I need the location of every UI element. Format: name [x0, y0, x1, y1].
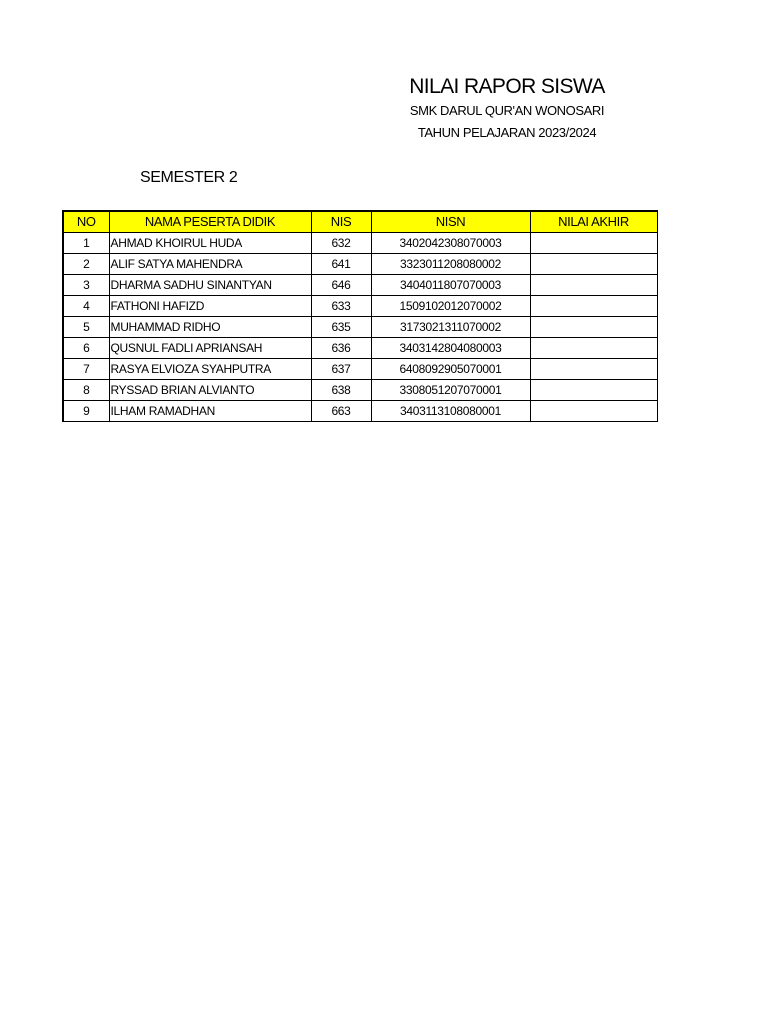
semester-label: SEMESTER 2: [140, 169, 238, 186]
table-row: [63, 380, 657, 401]
student-name: ALIF SATYA MAHENDRA: [109, 254, 311, 275]
student-name: RASYA ELVIOZA SYAHPUTRA: [109, 359, 311, 380]
table-row: [63, 275, 657, 296]
student-nis: 638: [311, 380, 371, 401]
student-nisn: 3173021311070002: [371, 317, 530, 338]
final-grade-cell: [530, 338, 657, 359]
row-number: 5: [63, 317, 109, 338]
row-number: 2: [63, 254, 109, 275]
final-grade-cell: [530, 380, 657, 401]
row-number: 3: [63, 275, 109, 296]
student-nisn: 3308051207070001: [371, 380, 530, 401]
student-nis: 636: [311, 338, 371, 359]
column-header-nis: NIS: [311, 211, 371, 233]
final-grade-cell: [530, 359, 657, 380]
student-name: FATHONI HAFIZD: [109, 296, 311, 317]
final-grade-cell: [530, 254, 657, 275]
student-name: AHMAD KHOIRUL HUDA: [109, 233, 311, 254]
student-nisn: 3323011208080002: [371, 254, 530, 275]
table-row: [63, 359, 657, 380]
student-nis: 632: [311, 233, 371, 254]
row-number: 6: [63, 338, 109, 359]
student-nisn: 3403142804080003: [371, 338, 530, 359]
student-nis: 637: [311, 359, 371, 380]
final-grade-cell: [530, 233, 657, 254]
school-name: SMK DARUL QUR'AN WONOSARI: [409, 103, 605, 118]
student-nis: 635: [311, 317, 371, 338]
student-nisn: 3403113108080001: [371, 401, 530, 422]
final-grade-cell: [530, 401, 657, 422]
final-grade-cell: [530, 296, 657, 317]
row-number: 7: [63, 359, 109, 380]
student-nis: 646: [311, 275, 371, 296]
student-name: QUSNUL FADLI APRIANSAH: [109, 338, 311, 359]
column-header-name: NAMA PESERTA DIDIK: [109, 211, 311, 233]
student-nisn: 1509102012070002: [371, 296, 530, 317]
student-nisn: 3404011807070003: [371, 275, 530, 296]
student-name: DHARMA SADHU SINANTYAN: [109, 275, 311, 296]
row-number: 1: [63, 233, 109, 254]
final-grade-cell: [530, 275, 657, 296]
final-grade-cell: [530, 317, 657, 338]
column-header-no: NO: [63, 211, 109, 233]
academic-year: TAHUN PELAJARAN 2023/2024: [417, 125, 597, 140]
student-name: RYSSAD BRIAN ALVIANTO: [109, 380, 311, 401]
student-nisn: 3402042308070003: [371, 233, 530, 254]
table-row: [63, 317, 657, 338]
row-number: 4: [63, 296, 109, 317]
table-row: [63, 233, 657, 254]
student-nis: 641: [311, 254, 371, 275]
column-header-grade: NILAI AKHIR: [530, 211, 657, 233]
student-nis: 663: [311, 401, 371, 422]
table-row: [63, 338, 657, 359]
student-name: ILHAM RAMADHAN: [109, 401, 311, 422]
row-number: 8: [63, 380, 109, 401]
table-row: [63, 401, 657, 422]
table-header-row: [63, 211, 657, 233]
page-title: NILAI RAPOR SISWA: [409, 75, 605, 98]
table-row: [63, 296, 657, 317]
row-number: 9: [63, 401, 109, 422]
student-nisn: 6408092905070001: [371, 359, 530, 380]
student-name: MUHAMMAD RIDHO: [109, 317, 311, 338]
column-header-nisn: NISN: [371, 211, 530, 233]
student-nis: 633: [311, 296, 371, 317]
grades-table: [62, 210, 658, 422]
table-row: [63, 254, 657, 275]
